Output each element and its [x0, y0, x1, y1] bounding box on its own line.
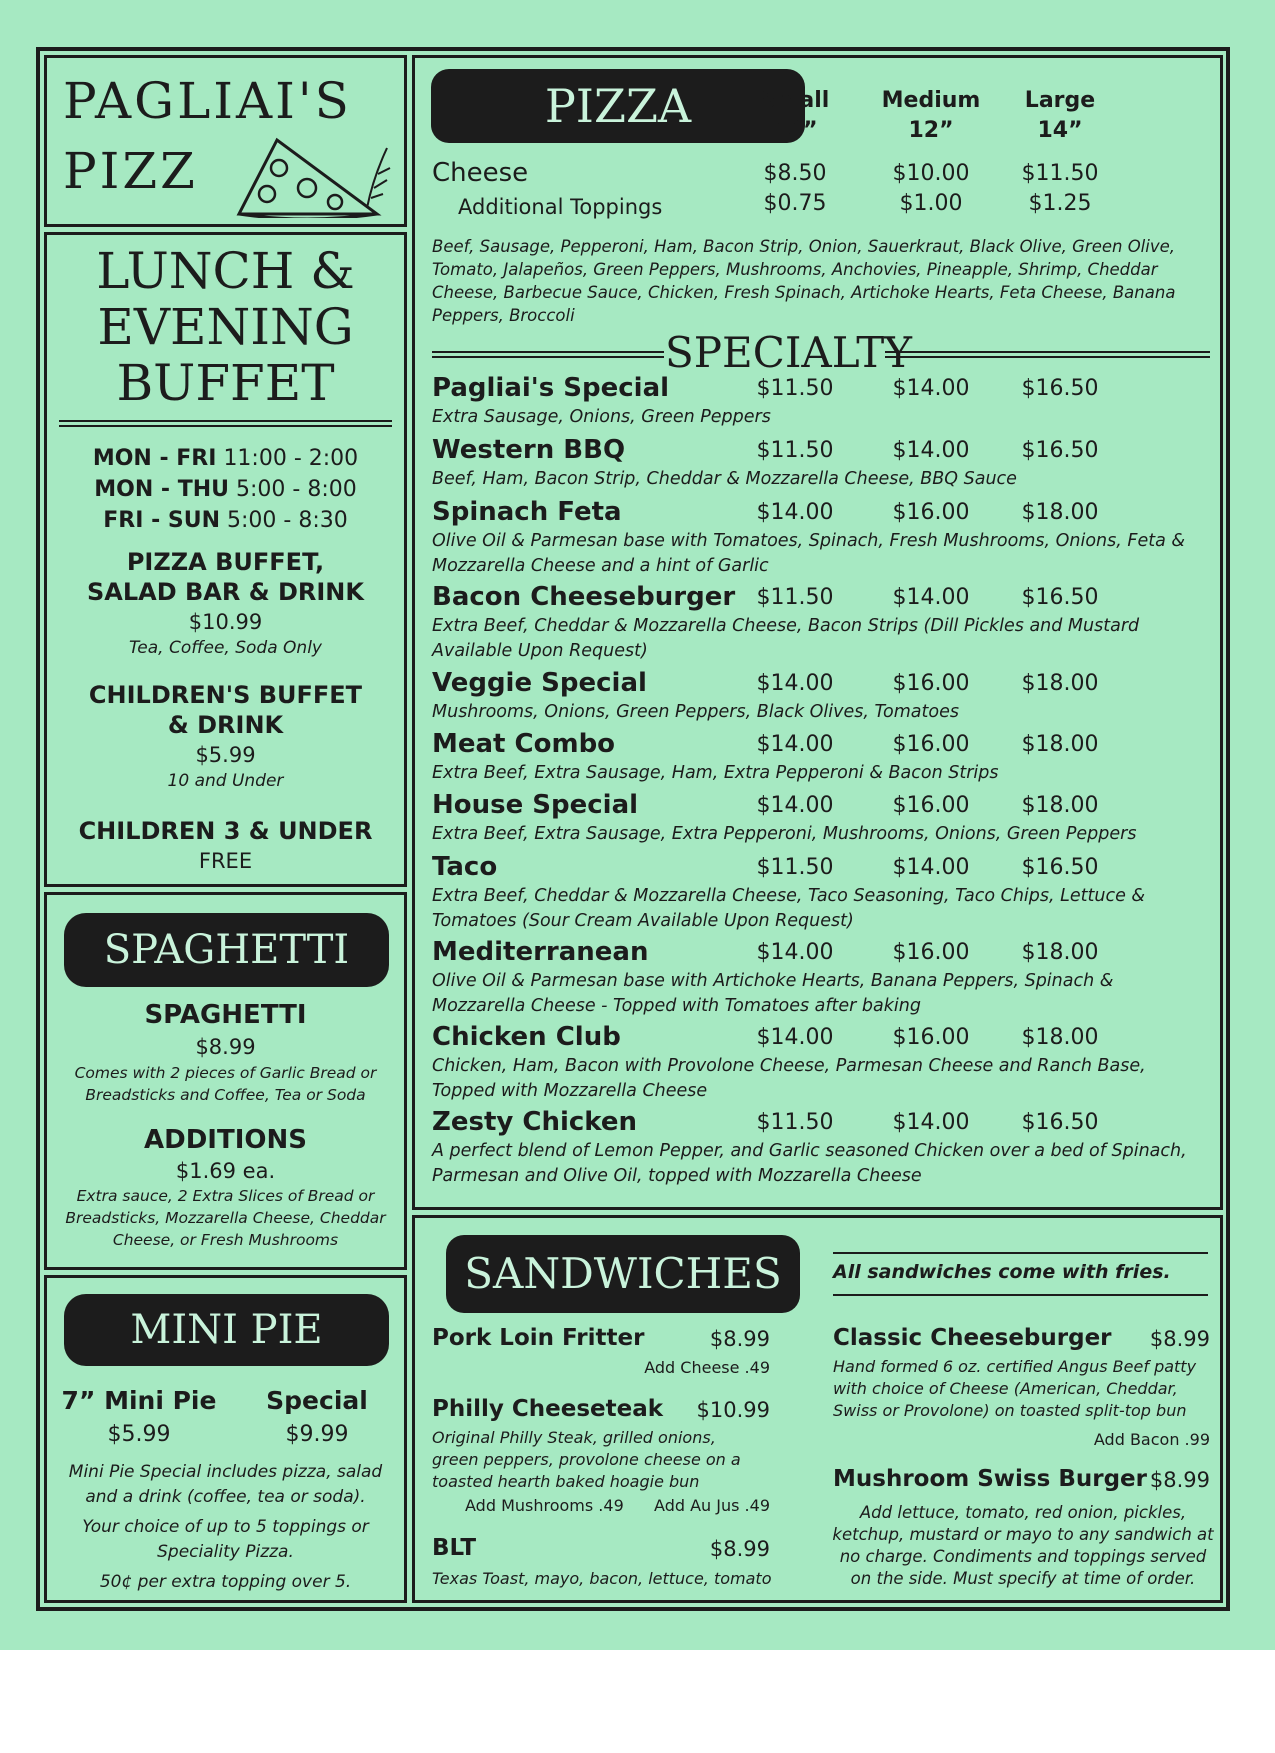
- specialty-desc: Extra Beef, Extra Sausage, Ham, Extra Pepperoni & Bacon Strips: [432, 763, 999, 783]
- pizza-buffet-price: $10.99: [188, 610, 263, 634]
- pizza-box: [412, 55, 1223, 1210]
- pork-loin-name: Pork Loin Fritter: [432, 1325, 645, 1351]
- specialty-price: $16.50: [1021, 855, 1099, 880]
- mini-pie-desc-3: 50¢ per extra topping over 5.: [99, 1572, 352, 1592]
- toppings-list: Beef, Sausage, Pepperoni, Ham, Bacon Strip, Onion, Sauerkraut, Black Olive, Green Olive, Tomato, Jalapeños, Green Peppers, Mushrooms, Anchovies, Pineapple, Shrimp, Cheddar Cheese, Barbecue Sauce, Chicken, Fresh Spinach, Artichoke Hearts, Feta Cheese, Banana Peppers, Broccoli: [432, 237, 1176, 325]
- additions: [47, 1123, 404, 1251]
- hours-row: FRI - SUN 5:00 - 8:30: [103, 508, 348, 533]
- specialty-price: $14.00: [892, 855, 970, 880]
- specialty-price: $16.50: [1021, 438, 1099, 463]
- specialty-desc: Extra Beef, Cheddar & Mozzarella Cheese, Bacon Strips (Dill Pickles and Mustard Available Upon Request): [432, 616, 1140, 661]
- children-buffet: [47, 680, 404, 792]
- blt-name: BLT: [432, 1535, 477, 1561]
- children-buffet-note: 10 and Under: [167, 771, 284, 791]
- sandwiches-box: [412, 1215, 1223, 1603]
- blt-price: $8.99: [709, 1537, 770, 1561]
- specialty-name: Veggie Special: [432, 668, 647, 698]
- specialty-name: Bacon Cheeseburger: [432, 582, 736, 612]
- pizza-buffet-title: PIZZA BUFFET,: [126, 548, 325, 576]
- mini-pie-left: [59, 1384, 219, 1452]
- size-medium-inch: 12”: [908, 118, 954, 143]
- specialty-price: $18.00: [1021, 793, 1099, 818]
- mushroom-swiss-name: Mushroom Swiss Burger: [833, 1466, 1147, 1492]
- specialty-price: $16.00: [892, 500, 970, 525]
- specialty-desc: Olive Oil & Parmesan base with Tomatoes, Spinach, Fresh Mushrooms, Onions, Feta & Mozzarella Cheese and a hint of Garlic: [432, 531, 1186, 576]
- specialty-price: $14.00: [756, 732, 834, 757]
- specialty-price: $18.00: [1021, 671, 1099, 696]
- size-large-inch: 14”: [1037, 118, 1083, 143]
- specialty-price: $11.50: [756, 376, 834, 401]
- additions-desc: Extra sauce, 2 Extra Slices of Bread or Breadsticks, Mozzarella Cheese, Cheddar Cheese, or Fresh Mushrooms: [65, 1187, 386, 1249]
- logo-line-1: PAGLIAI'S: [63, 72, 352, 130]
- specialty-price: $14.00: [892, 585, 970, 610]
- cheese-label: Cheese: [432, 158, 529, 188]
- toppings-price-small: $0.75: [763, 191, 827, 216]
- specialty-price: $11.50: [756, 438, 834, 463]
- additions-title: ADDITIONS: [144, 1125, 307, 1155]
- spaghetti-price: $8.99: [195, 1035, 256, 1059]
- specialty-name: Pagliai's Special: [432, 373, 670, 403]
- cheese-price-large: $11.50: [1021, 161, 1099, 186]
- specialty-price: $14.00: [756, 940, 834, 965]
- divider: [833, 1294, 1208, 1296]
- size-small-label: Small: [760, 88, 830, 113]
- specialty-desc: Beef, Ham, Bacon Strip, Cheddar & Mozzarella Cheese, BBQ Sauce: [432, 469, 1017, 489]
- mini-pie-desc-2: Your choice of up to 5 toppings or Speciality Pizza.: [82, 1517, 369, 1562]
- buffet-title: [47, 243, 404, 411]
- pizza-buffet: [47, 547, 404, 659]
- sandwich-note: All sandwiches come with fries.: [833, 1261, 1171, 1283]
- classic-name: Classic Cheeseburger: [833, 1325, 1112, 1351]
- specialty-name: Zesty Chicken: [432, 1107, 638, 1137]
- size-small: [740, 86, 850, 146]
- cheese-price-medium: $10.00: [892, 161, 970, 186]
- specialty-price: $18.00: [1021, 940, 1099, 965]
- mini-pie-header: MINI PIE: [64, 1294, 389, 1366]
- sandwiches-header: SANDWICHES: [446, 1235, 800, 1313]
- philly-addon-au-jus: Add Au Jus .49: [654, 1496, 770, 1515]
- specialty-desc: Extra Sausage, Onions, Green Peppers: [432, 407, 771, 427]
- specialty-price: $16.00: [892, 732, 970, 757]
- specialty-price: $18.00: [1021, 500, 1099, 525]
- specialty-price: $18.00: [1021, 1025, 1099, 1050]
- specialty-price: $11.50: [756, 855, 834, 880]
- pork-loin-addon: Add Cheese .49: [644, 1358, 770, 1377]
- specialty-price: $14.00: [756, 1025, 834, 1050]
- pizza-slice-icon: [227, 128, 397, 218]
- hours-row: MON - FRI 11:00 - 2:00: [92, 446, 359, 471]
- cheese-price-small: $8.50: [763, 161, 827, 186]
- specialty-price: $11.50: [756, 1110, 834, 1135]
- children-under-3: [47, 815, 404, 875]
- philly-price: $10.99: [696, 1398, 770, 1422]
- mini-pie-price: $5.99: [107, 1422, 171, 1447]
- specialty-rule-left: [432, 351, 664, 358]
- spaghetti-item-name: SPAGHETTI: [144, 1000, 307, 1030]
- specialty-desc: Olive Oil & Parmesan base with Artichoke Hearts, Banana Peppers, Spinach & Mozzarella Cheese - Topped with Tomatoes after baking: [432, 971, 1114, 1016]
- specialty-price: $14.00: [756, 500, 834, 525]
- philly-desc: Original Philly Steak, grilled onions, green peppers, provolone cheese on a toasted hearth baked hoagie bun: [432, 1428, 741, 1491]
- size-large-label: Large: [1024, 88, 1096, 113]
- specialty-name: Western BBQ: [432, 435, 626, 465]
- classic-desc: Hand formed 6 oz. certified Angus Beef patty with choice of Cheese (American, Cheddar, Swiss or Provolone) on toasted split-top bun: [833, 1357, 1197, 1420]
- mini-pie-desc: [57, 1460, 394, 1595]
- specialty-name: Meat Combo: [432, 729, 616, 759]
- logo-box: [44, 55, 407, 227]
- buffet-title-line-2: EVENING: [97, 298, 354, 356]
- divider: [59, 420, 392, 427]
- mini-pie-right: [237, 1384, 397, 1452]
- size-medium: [866, 86, 996, 146]
- blt-desc: Texas Toast, mayo, bacon, lettuce, tomato: [432, 1569, 772, 1588]
- mini-pie-special-price: $9.99: [285, 1422, 349, 1447]
- pizza-buffet-title-2: SALAD BAR & DRINK: [86, 578, 364, 606]
- specialty-price: $16.00: [892, 671, 970, 696]
- specialty-name: Mediterranean: [432, 937, 649, 967]
- under3-price: FREE: [198, 849, 253, 873]
- specialty-desc: Extra Beef, Cheddar & Mozzarella Cheese, Taco Seasoning, Taco Chips, Lettuce & Tomatoes (Sour Cream Available Upon Request): [432, 886, 1146, 931]
- buffet-hours: [47, 443, 404, 536]
- classic-price: $8.99: [1149, 1327, 1210, 1351]
- specialty-title: SPECIALTY: [665, 328, 912, 377]
- specialty-price: $16.50: [1021, 1110, 1099, 1135]
- philly-name: Philly Cheeseteak: [432, 1396, 664, 1422]
- toppings-label: Additional Toppings: [458, 195, 663, 219]
- specialty-price: $14.00: [892, 438, 970, 463]
- size-small-inch: 10”: [772, 118, 818, 143]
- spaghetti-item: [47, 998, 404, 1106]
- specialty-price: $14.00: [892, 376, 970, 401]
- specialty-desc: Mushrooms, Onions, Green Peppers, Black Olives, Tomatoes: [432, 702, 959, 722]
- sandwich-footer: Add lettuce, tomato, red onion, pickles, ketchup, mustard or mayo to any sandwich at no charge. Condiments and toppings served on the side. Must specify at time of order.: [832, 1503, 1214, 1588]
- specialty-price: $16.00: [892, 1025, 970, 1050]
- divider: [833, 1252, 1208, 1254]
- specialty-price: $16.50: [1021, 585, 1099, 610]
- specialty-name: Taco: [432, 852, 498, 882]
- specialty-price: $14.00: [756, 671, 834, 696]
- specialty-desc: A perfect blend of Lemon Pepper, and Garlic seasoned Chicken over a bed of Spinach, Parmesan and Olive Oil, topped with Mozzarella Cheese: [432, 1141, 1187, 1186]
- specialty-rule-right: [885, 351, 1210, 358]
- logo-line-2: PIZZ: [63, 142, 198, 200]
- specialty-name: House Special: [432, 790, 639, 820]
- specialty-name: Spinach Feta: [432, 497, 622, 527]
- size-medium-label: Medium: [881, 88, 981, 113]
- buffet-box: [44, 232, 407, 887]
- pizza-buffet-note: Tea, Coffee, Soda Only: [129, 638, 322, 658]
- spaghetti-header: SPAGHETTI: [64, 913, 389, 987]
- mushroom-swiss-price: $8.99: [1149, 1468, 1210, 1492]
- children-buffet-price: $5.99: [195, 743, 256, 767]
- pizza-header: PIZZA: [431, 69, 805, 143]
- pork-loin-price: $8.99: [709, 1327, 770, 1351]
- specialty-price: $18.00: [1021, 732, 1099, 757]
- buffet-title-line-1: LUNCH &: [96, 242, 355, 300]
- specialty-price: $11.50: [756, 585, 834, 610]
- under3-title: CHILDREN 3 & UNDER: [78, 817, 373, 845]
- hours-row: MON - THU 5:00 - 8:00: [94, 477, 357, 502]
- buffet-title-line-3: BUFFET: [116, 354, 335, 412]
- toppings-price-large: $1.25: [1028, 191, 1092, 216]
- spaghetti-box: [44, 892, 407, 1270]
- specialty-price: $16.00: [892, 940, 970, 965]
- specialty-desc: Extra Beef, Extra Sausage, Extra Pepperoni, Mushrooms, Onions, Green Peppers: [432, 824, 1137, 844]
- mini-pie-label: 7” Mini Pie: [61, 1386, 217, 1415]
- specialty-price: $14.00: [892, 1110, 970, 1135]
- mini-pie-special-label: Special: [266, 1386, 368, 1415]
- specialty-price: $16.50: [1021, 376, 1099, 401]
- children-buffet-title-2: & DRINK: [167, 711, 284, 739]
- specialty-price: $16.00: [892, 793, 970, 818]
- children-buffet-title: CHILDREN'S BUFFET: [88, 681, 363, 709]
- specialty-desc: Chicken, Ham, Bacon with Provolone Cheese, Parmesan Cheese and Ranch Base, Topped with Mozzarella Cheese: [432, 1056, 1146, 1101]
- mini-pie-box: [44, 1275, 407, 1603]
- additions-price: $1.69 ea.: [175, 1159, 276, 1183]
- size-large: [1005, 86, 1115, 146]
- specialty-name: Chicken Club: [432, 1022, 621, 1052]
- specialty-price: $14.00: [756, 793, 834, 818]
- classic-addon: Add Bacon .99: [1093, 1430, 1210, 1449]
- spaghetti-desc: Comes with 2 pieces of Garlic Bread or Breadsticks and Coffee, Tea or Soda: [74, 1064, 377, 1104]
- toppings-price-medium: $1.00: [899, 191, 963, 216]
- mini-pie-desc-1: Mini Pie Special includes pizza, salad and a drink (coffee, tea or soda).: [68, 1462, 383, 1507]
- philly-addon-mushrooms: Add Mushrooms .49: [465, 1496, 624, 1515]
